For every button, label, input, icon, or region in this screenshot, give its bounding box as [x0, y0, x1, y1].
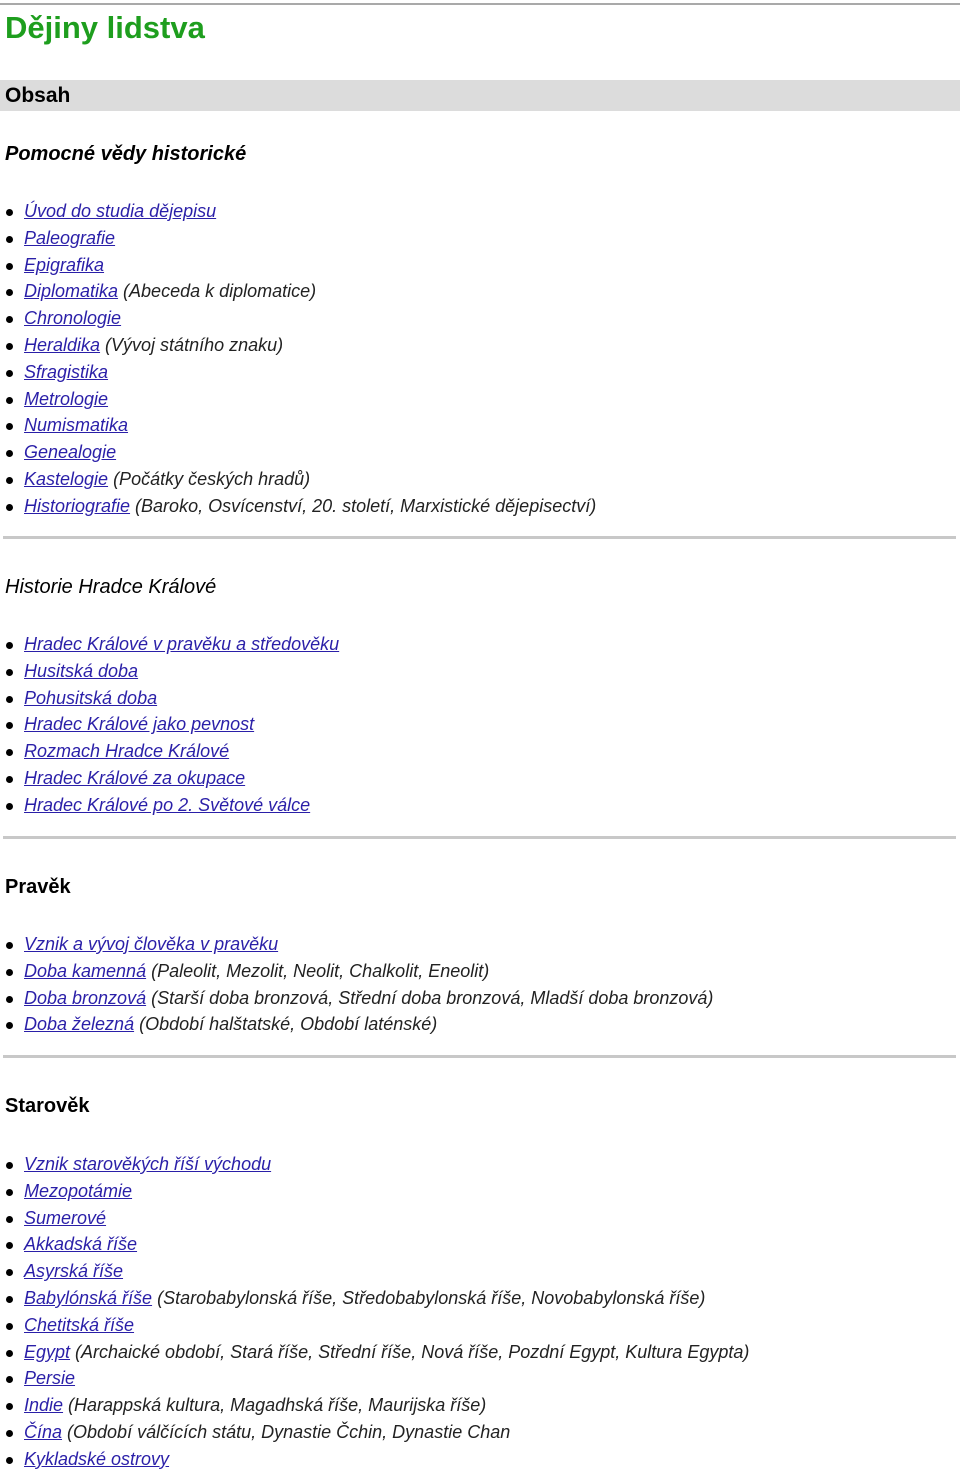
bullet-icon — [6, 996, 13, 1003]
bullet-icon — [6, 1403, 13, 1410]
topic-link[interactable]: Husitská doba — [24, 660, 139, 681]
list-item — [0, 278, 596, 305]
bullet-icon — [6, 450, 13, 457]
topic-link[interactable]: Pohusitská doba — [24, 687, 158, 708]
bullet-icon — [6, 696, 13, 703]
topic-link[interactable]: Chetitská říše — [24, 1314, 135, 1335]
topic-subtopics: (Počátky českých hradů) — [108, 468, 311, 489]
list-item — [0, 1285, 749, 1312]
bullet-icon — [6, 642, 13, 649]
list-item — [0, 305, 596, 332]
list-item — [0, 1365, 749, 1392]
list-item — [0, 738, 339, 765]
bullet-icon — [6, 776, 13, 783]
topic-link[interactable]: Čína — [24, 1421, 63, 1442]
topic-link[interactable]: Chronologie — [24, 308, 122, 329]
topic-link[interactable]: Akkadská říše — [24, 1234, 138, 1255]
topic-link[interactable]: Rozmach Hradce Králové — [24, 741, 230, 762]
list-item — [0, 1312, 749, 1339]
topic-subtopics: (Starší doba bronzová, Střední doba bronzová, Mladší doba bronzová) — [146, 987, 714, 1008]
bullet-icon — [6, 1323, 13, 1330]
topic-link[interactable]: Babylónská říše — [24, 1287, 153, 1308]
bullet-icon — [6, 289, 13, 296]
list-item — [0, 439, 596, 466]
list-item — [0, 1419, 749, 1446]
list-item — [0, 958, 713, 985]
topic-link[interactable]: Indie — [24, 1395, 64, 1416]
topic-subtopics: (Starobabylonská říše, Středobabylonská říše, Novobabylonská říše) — [152, 1287, 706, 1308]
section-list — [0, 198, 596, 520]
bullet-icon — [6, 397, 13, 404]
topic-link[interactable]: Epigrafika — [24, 254, 105, 275]
list-item — [0, 631, 339, 658]
bullet-icon — [6, 1216, 13, 1223]
list-item — [0, 658, 339, 685]
list-item — [0, 685, 339, 712]
list-item — [0, 359, 596, 386]
topic-link[interactable]: Vznik a vývoj člověka v pravěku — [24, 934, 279, 954]
topic-subtopics: (Harappská kultura, Magadhská říše, Maurijska říše) — [63, 1395, 487, 1416]
topic-subtopics: (Baroko, Osvícenství, 20. století, Marxistické dějepisectví) — [130, 495, 597, 516]
section-list — [0, 1151, 749, 1473]
topic-link[interactable]: Úvod do studia dějepisu — [24, 201, 217, 221]
topic-link[interactable]: Egypt — [24, 1341, 71, 1362]
list-item — [0, 1205, 749, 1232]
topic-link[interactable]: Paleografie — [24, 227, 116, 248]
bullet-icon — [6, 1242, 13, 1249]
bullet-icon — [6, 1457, 13, 1464]
topic-link[interactable]: Hradec Králové jako pevnost — [24, 714, 255, 735]
list-item — [0, 1151, 749, 1178]
topic-subtopics: (Archaické období, Stará říše, Střední říše, Nová říše, Pozdní Egypt, Kultura Egypta) — [70, 1341, 750, 1362]
topic-link[interactable]: Hradec Králové po 2. Světové válce — [24, 794, 311, 815]
list-item — [0, 198, 596, 225]
list-item — [0, 1392, 749, 1419]
section-list — [0, 631, 339, 819]
section-heading: Historie Hradce Králové — [5, 576, 217, 598]
topic-link[interactable]: Genealogie — [24, 442, 117, 463]
topic-subtopics: (Vývoj státního znaku) — [100, 334, 284, 355]
bullet-icon — [6, 209, 13, 216]
bullet-icon — [6, 1269, 13, 1276]
topic-link[interactable]: Vznik starověkých říší východu — [24, 1154, 272, 1174]
section-divider — [3, 836, 956, 839]
bullet-icon — [6, 803, 13, 810]
list-item — [0, 1011, 713, 1038]
bullet-icon — [6, 1022, 13, 1029]
bullet-icon — [6, 1430, 13, 1437]
topic-link[interactable]: Doba kamenná — [24, 960, 147, 981]
bullet-icon — [6, 316, 13, 323]
list-item — [0, 1258, 749, 1285]
bullet-icon — [6, 722, 13, 729]
bullet-icon — [6, 1189, 13, 1196]
section-heading: Pomocné vědy historické — [5, 143, 247, 165]
topic-link[interactable]: Diplomatika — [24, 281, 119, 302]
bullet-icon — [6, 504, 13, 511]
bullet-icon — [6, 370, 13, 377]
topic-link[interactable]: Metrologie — [24, 388, 109, 409]
contents-bar — [0, 80, 960, 111]
topic-link[interactable]: Asyrská říše — [24, 1261, 124, 1282]
list-item — [0, 1339, 749, 1366]
bullet-icon — [6, 969, 13, 976]
topic-link[interactable]: Hradec Králové za okupace — [24, 767, 246, 788]
list-item — [0, 792, 339, 819]
bullet-icon — [6, 423, 13, 430]
section-divider — [3, 536, 956, 539]
topic-link[interactable]: Historiografie — [24, 495, 131, 516]
list-item — [0, 412, 596, 439]
bullet-icon — [6, 236, 13, 243]
topic-subtopics: (Období halštatské, Období laténské) — [134, 1014, 438, 1035]
topic-link[interactable]: Kastelogie — [24, 468, 109, 489]
top-rule — [0, 3, 960, 5]
list-item — [0, 225, 596, 252]
topic-link[interactable]: Persie — [24, 1368, 76, 1389]
list-item — [0, 466, 596, 493]
contents-heading: Obsah — [5, 84, 71, 107]
list-item — [0, 1178, 749, 1205]
list-item — [0, 985, 713, 1012]
topic-subtopics: (Abeceda k diplomatice) — [118, 281, 317, 302]
list-item — [0, 386, 596, 413]
topic-link[interactable]: Numismatika — [24, 415, 129, 436]
bullet-icon — [6, 1296, 13, 1303]
topic-subtopics: (Období válčících státu, Dynastie Čchin, Dynastie Chan — [62, 1421, 511, 1442]
topic-link[interactable]: Doba železná — [24, 1014, 135, 1035]
topic-link[interactable]: Mezopotámie — [24, 1180, 133, 1201]
list-item — [0, 765, 339, 792]
list-item — [0, 252, 596, 279]
list-item — [0, 493, 596, 520]
page-title: Dějiny lidstva — [5, 10, 205, 45]
list-item — [0, 1231, 749, 1258]
section-divider — [3, 1055, 956, 1058]
list-item — [0, 1446, 749, 1473]
section-list — [0, 931, 713, 1038]
section-heading: Starověk — [5, 1095, 90, 1117]
bullet-icon — [6, 1162, 13, 1169]
topic-link[interactable]: Kykladské ostrovy — [24, 1448, 170, 1469]
topic-link[interactable]: Heraldika — [24, 334, 101, 355]
bullet-icon — [6, 749, 13, 756]
list-item — [0, 711, 339, 738]
topic-link[interactable]: Sfragistika — [24, 361, 109, 382]
topic-subtopics: (Paleolit, Mezolit, Neolit, Chalkolit, Eneolit) — [146, 960, 490, 981]
bullet-icon — [6, 263, 13, 270]
bullet-icon — [6, 477, 13, 484]
list-item — [0, 332, 596, 359]
bullet-icon — [6, 343, 13, 350]
topic-link[interactable]: Doba bronzová — [24, 987, 147, 1008]
bullet-icon — [6, 1350, 13, 1357]
bullet-icon — [6, 1376, 13, 1383]
bullet-icon — [6, 942, 13, 949]
topic-link[interactable]: Sumerové — [24, 1207, 107, 1228]
topic-link[interactable]: Hradec Králové v pravěku a středověku — [24, 634, 340, 654]
bullet-icon — [6, 669, 13, 676]
section-heading: Pravěk — [5, 876, 71, 898]
list-item — [0, 931, 713, 958]
